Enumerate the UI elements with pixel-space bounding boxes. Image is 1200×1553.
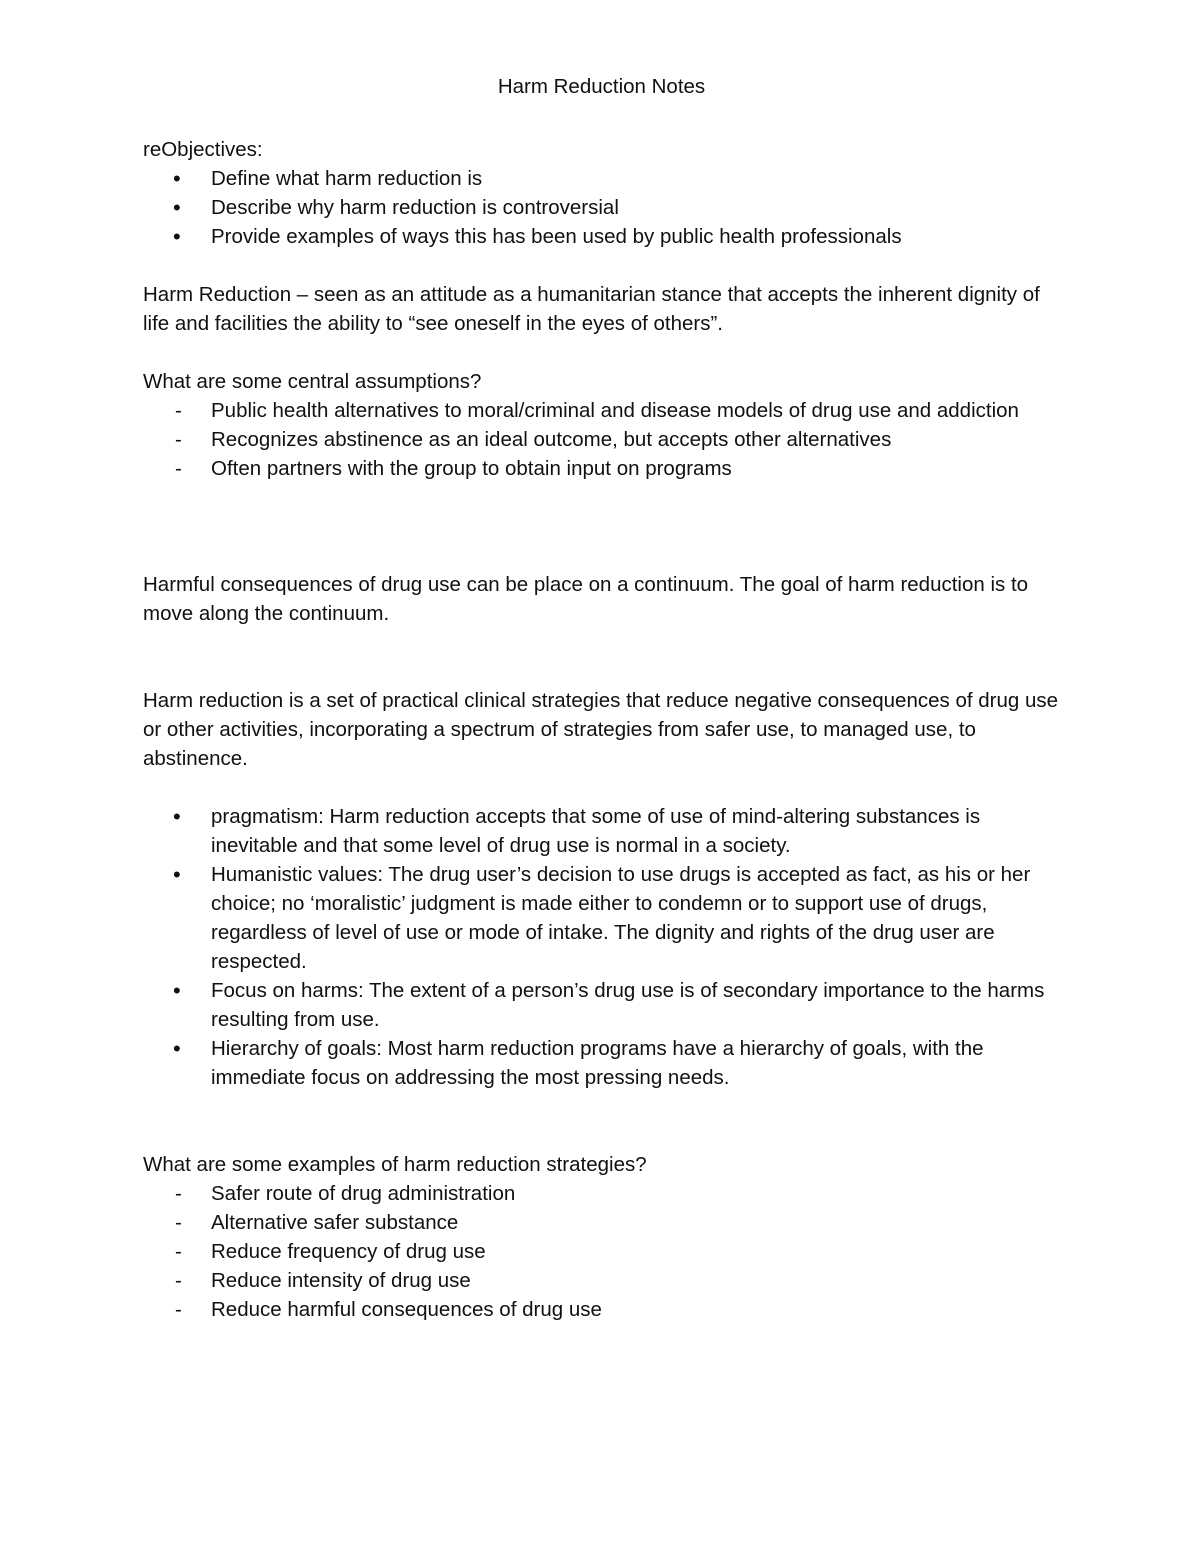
page-title: Harm Reduction Notes bbox=[497, 75, 706, 98]
list-item: - Reduce intensity of drug use bbox=[143, 1266, 1060, 1295]
assumptions-heading: What are some central assumptions? bbox=[143, 370, 482, 393]
list-item: • Focus on harms: The extent of a person’s drug use is of secondary importance to the harms resulting from use. bbox=[143, 976, 1060, 1034]
examples-list bbox=[143, 1179, 1060, 1324]
list-item: • Define what harm reduction is bbox=[143, 164, 1060, 193]
objectives-list bbox=[143, 164, 1060, 251]
list-item: - Public health alternatives to moral/criminal and disease models of drug use and addiction bbox=[143, 396, 1060, 425]
assumptions-list bbox=[143, 396, 1060, 483]
continuum-paragraph: Harmful consequences of drug use can be place on a continuum. The goal of harm reduction is to move along the continuum. bbox=[143, 573, 1029, 625]
list-item: • pragmatism: Harm reduction accepts that some of use of mind-altering substances is inevitable and that some level of drug use is normal in a society. bbox=[143, 802, 1060, 860]
list-item: • Provide examples of ways this has been used by public health professionals bbox=[143, 222, 1060, 251]
principles-list bbox=[143, 802, 1060, 1092]
list-item: - Often partners with the group to obtain input on programs bbox=[143, 454, 1060, 483]
list-item: - Reduce frequency of drug use bbox=[143, 1237, 1060, 1266]
list-item: - Safer route of drug administration bbox=[143, 1179, 1060, 1208]
list-item: • Describe why harm reduction is controversial bbox=[143, 193, 1060, 222]
objectives-heading: reObjectives: bbox=[143, 138, 263, 161]
list-item: - Alternative safer substance bbox=[143, 1208, 1060, 1237]
list-item: • Hierarchy of goals: Most harm reduction programs have a hierarchy of goals, with the immediate focus on addressing the most pressing needs. bbox=[143, 1034, 1060, 1092]
list-item: - Recognizes abstinence as an ideal outcome, but accepts other alternatives bbox=[143, 425, 1060, 454]
examples-heading: What are some examples of harm reduction strategies? bbox=[143, 1153, 647, 1176]
definition-paragraph: Harm Reduction – seen as an attitude as a humanitarian stance that accepts the inherent dignity of life and facilities the ability to “see oneself in the eyes of others”. bbox=[143, 283, 1040, 335]
strategies-intro-paragraph: Harm reduction is a set of practical clinical strategies that reduce negative consequences of drug use or other activities, incorporating a spectrum of strategies from safer use, to managed use, to abstinence. bbox=[143, 689, 1059, 770]
list-item: • Humanistic values: The drug user’s decision to use drugs is accepted as fact, as his or her choice; no ‘moralistic’ judgment is made either to condemn or to support use of drugs, regardless of level of use or mode of intake. The dignity and rights of the drug user are respected. bbox=[143, 860, 1060, 976]
list-item: - Reduce harmful consequences of drug use bbox=[143, 1295, 1060, 1324]
